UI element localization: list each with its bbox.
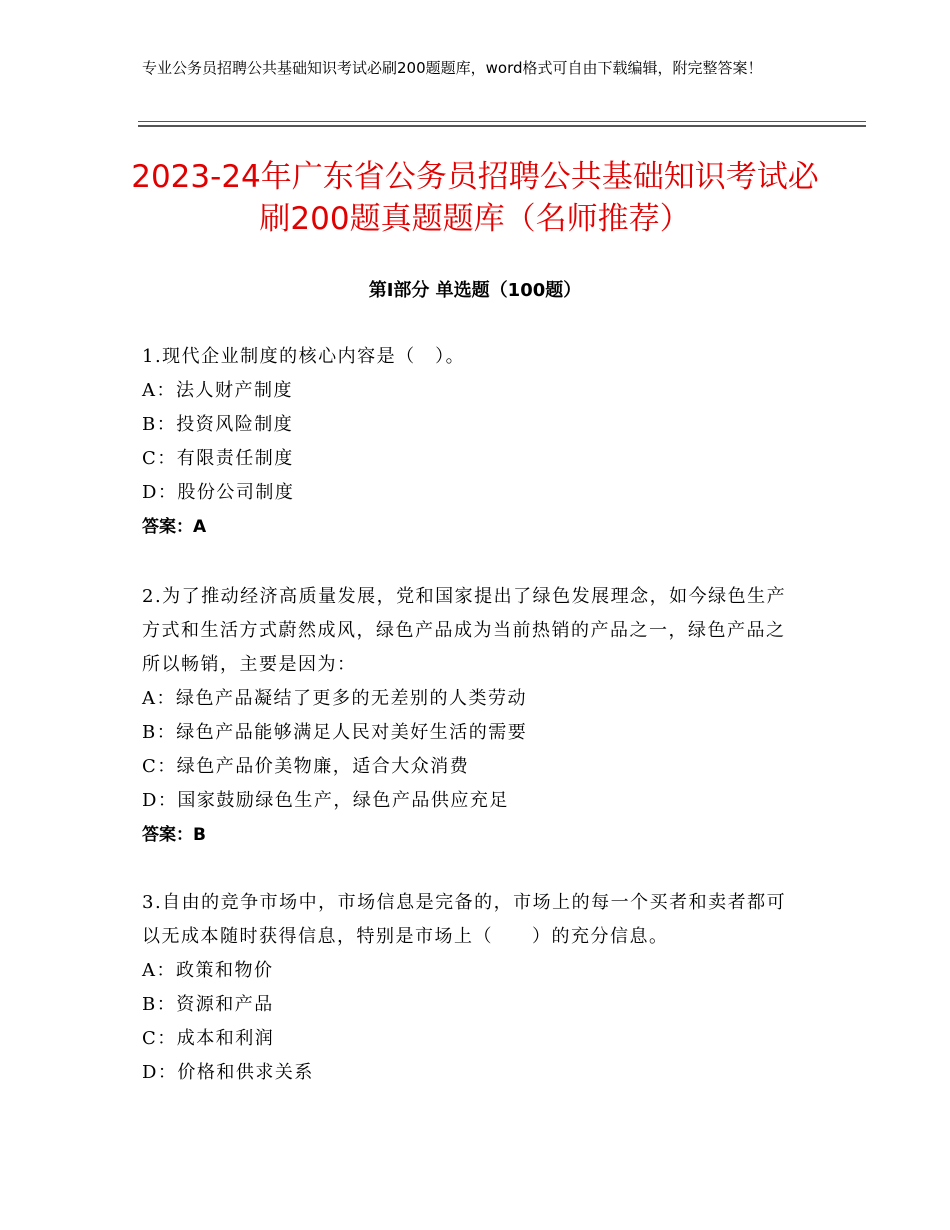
option-b: B：投资风险制度 [142,414,294,435]
option-a: A：绿色产品凝结了更多的无差别的人类劳动 [142,688,527,709]
question-3 [142,886,802,1090]
question-stem: 3.自由的竞争市场中，市场信息是完备的，市场上的每一个买者和卖者都可以无成本随时获得信息，特别是市场上（ ）的充分信息。 [142,892,787,947]
option-d: D：国家鼓励绿色生产，绿色产品供应充足 [142,790,509,811]
question-1 [142,340,802,544]
question-stem: 1.现代企业制度的核心内容是（ ）。 [142,346,466,367]
header-divider-thick [138,125,866,127]
question-stem: 2.为了推动经济高质量发展，党和国家提出了绿色发展理念，如今绿色生产方式和生活方式蔚然成风，绿色产品成为当前热销的产品之一，绿色产品之所以畅销，主要是因为： [142,586,787,675]
document-title: 2023-24年广东省公务员招聘公共基础知识考试必刷200题真题题库（名师推荐） [131,159,819,237]
option-d: D：股份公司制度 [142,482,295,503]
option-a: A：政策和物价 [142,960,274,981]
question-2 [142,580,802,852]
option-a: A：法人财产制度 [142,380,293,401]
option-c: C：绿色产品价美物廉，适合大众消费 [142,756,470,777]
section-title: 第Ⅰ部分 单选题（100题） [368,280,582,301]
option-c: C：有限责任制度 [142,448,294,469]
option-c: C：成本和利润 [142,1028,275,1049]
option-b: B：绿色产品能够满足人民对美好生活的需要 [142,722,528,743]
header-note: 专业公务员招聘公共基础知识考试必刷200题题库，word格式可自由下载编辑，附完整答案！ [142,59,763,77]
answer: 答案：B [142,825,206,845]
header-divider-thin [138,121,866,122]
answer: 答案：A [142,517,207,537]
option-d: D：价格和供求关系 [142,1062,314,1083]
option-b: B：资源和产品 [142,994,274,1015]
